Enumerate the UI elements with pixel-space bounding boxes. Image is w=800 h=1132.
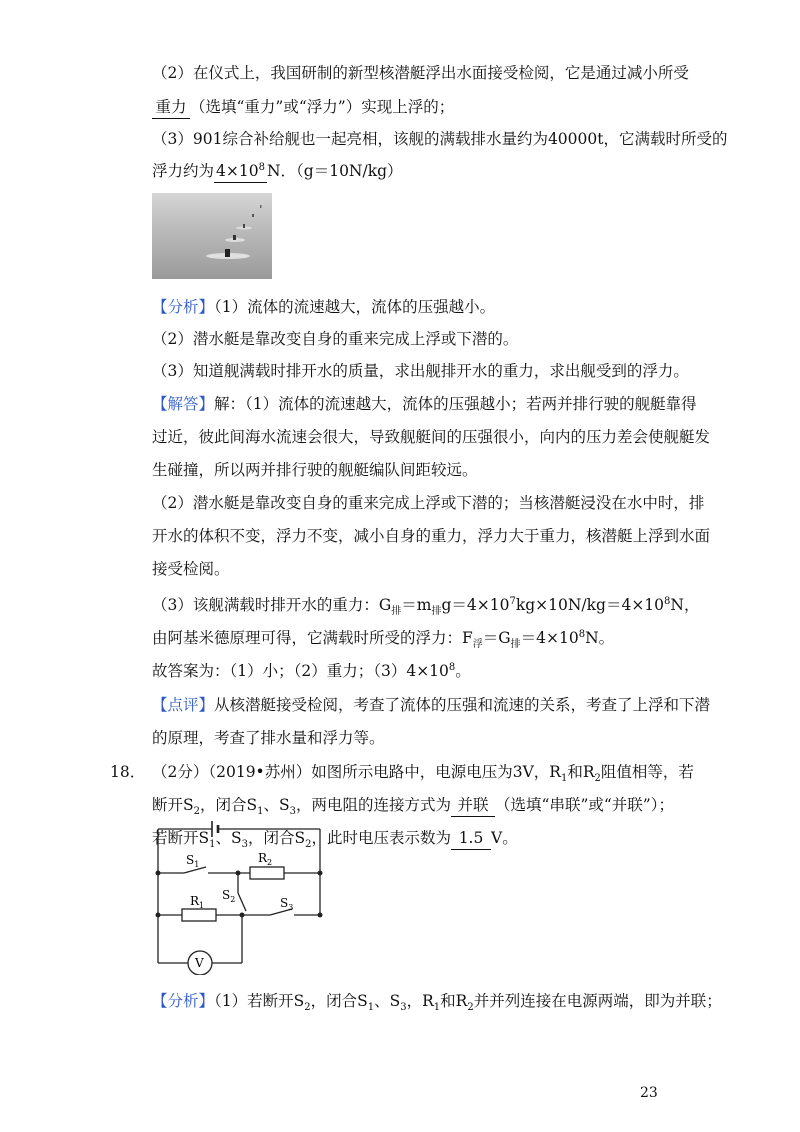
switch-s3-label: $S_3$ xyxy=(280,896,294,912)
text-line: （3）901综合补给舰也一起亮相，该舰的满载排水量约为40000t，它满载时所受的 xyxy=(152,130,728,148)
text-line: 【点评】从核潜艇接受检阅，考查了流体的压强和流速的关系，考查了上浮和下潜 xyxy=(152,696,711,714)
text-line: 生碰撞，所以两并排行驶的舰艇编队间距较远。 xyxy=(152,461,478,479)
submarine-photo xyxy=(152,193,272,279)
text-line: 【分析】（1）流体的流速越大，流体的压强越小。 xyxy=(152,298,496,316)
text-line: （2分）（2019•苏州）如图所示电路中，电源电压为3V，$R_1$和$R_2$阻值相等，若 xyxy=(152,763,694,785)
text-line: （3）该舰满载时排开水的重力：$G_排=m_排g=4\times 10^7kg\times 10N/kg=4\times 10^8N$， xyxy=(152,595,700,618)
text-line: 断开$S_2$，闭合$S_1$、$S_3$，两电阻的连接方式为 并联 （选填“串联”或“并联”）； xyxy=(152,796,674,818)
analysis-tag: 【分析】 xyxy=(152,298,215,316)
solution-tag: 【解答】 xyxy=(152,395,215,413)
text-line: 接受检阅。 xyxy=(152,560,230,578)
circuit-diagram xyxy=(150,815,330,975)
resistor-r1-label: $R_1$ xyxy=(190,894,205,910)
answer-blank: 重力 xyxy=(152,96,190,119)
text-line: （2）在仪式上，我国研制的新型核潜艇浮出水面接受检阅，它是通过减小所受 xyxy=(152,64,689,82)
text-line: 【解答】解：（1）流体的流速越大，流体的压强越小；若两并排行驶的舰艇靠得 xyxy=(152,395,697,413)
text-line: 浮力约为 $4\times 10^8$ N．（g＝10N/kg） xyxy=(152,160,403,183)
text-line: 若断开$S_1$、$S_3$，闭合$S_2$，此时电压表示数为 1.5 V。 xyxy=(152,829,518,851)
text-line: 开水的体积不变，浮力不变，减小自身的重力，浮力大于重力，核潜艇上浮到水面 xyxy=(152,527,711,545)
text-line: （2）潜水艇是靠改变自身的重来完成上浮或下潜的；当核潜艇浸没在水中时，排 xyxy=(152,494,705,512)
answer-blank: 1.5 xyxy=(451,827,491,850)
page-number: 23 xyxy=(640,1085,658,1101)
text-line: 故答案为：（1）小；（2）重力；$(3)4\times 10^8$。 xyxy=(152,661,471,680)
text-line: 【分析】（1）若断开$S_2$，闭合$S_1$、$S_3$，$R_1$和$R_2$并并列连接在电源两端，即为并联； xyxy=(152,992,722,1014)
voltmeter-label: V xyxy=(195,956,204,970)
text-line: 的原理，考查了排水量和浮力等。 xyxy=(152,729,385,747)
text-line: 重力 （选填“重力”或“浮力”）实现上浮的； xyxy=(152,96,454,119)
text-line: 过近，彼此间海水流速会很大，导致舰艇间的压强很小，向内的压力差会使舰艇发 xyxy=(152,428,711,446)
switch-s1-label: $S_1$ xyxy=(186,853,200,869)
question-number: 18． xyxy=(110,763,146,781)
analysis-tag-2: 【分析】 xyxy=(152,992,215,1010)
text-line: （3）知道舰满载时排开水的质量，求出舰排开水的重力，求出舰受到的浮力。 xyxy=(152,362,689,380)
text-line: （2）潜水艇是靠改变自身的重来完成上浮或下潜的。 xyxy=(152,330,519,348)
answer-blank: 并联 xyxy=(451,794,495,817)
switch-s2-label: $S_2$ xyxy=(222,888,236,904)
resistor-r2-label: $R_2$ xyxy=(258,851,273,867)
comment-tag: 【点评】 xyxy=(152,696,215,714)
text-line: 由阿基米德原理可得，它满载时所受的浮力：$F_浮=G_排=4\times 10^8N$。 xyxy=(152,628,615,651)
answer-blank: $4\times 10^8$ xyxy=(214,160,267,183)
